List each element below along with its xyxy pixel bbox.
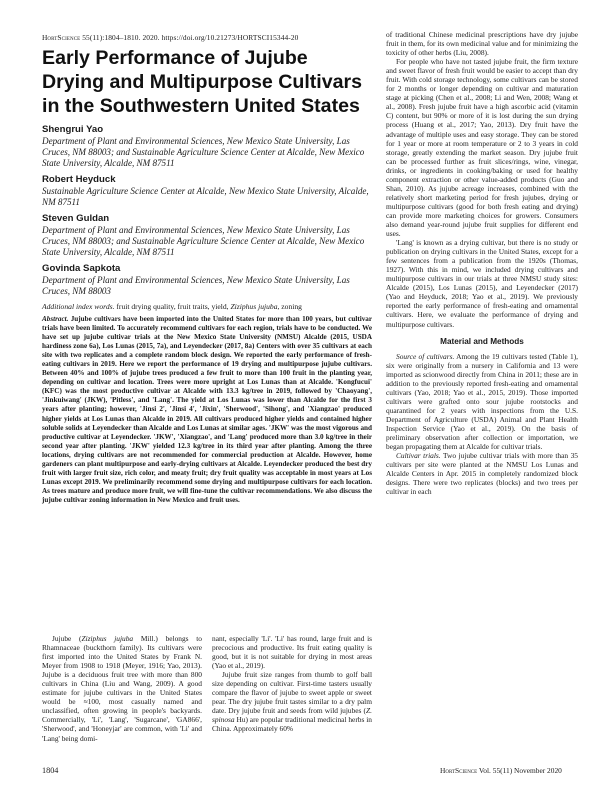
text-run: Jujube ( [52,634,82,643]
abstract-label: Abstract. [42,315,69,323]
intro-paragraph-continued: nant, especially 'Li'. 'Li' has round, large fruit and is precocious and productive. Its fruit eating quality is good, but it is not suitable for drying in most areas (Yao et al., 2019). [212,634,372,671]
abstract [42,315,372,505]
article-title: Early Performance of Jujube Drying and Multipurpose Cultivars in the Southwestern United States [42,47,363,117]
title-author-block [42,46,372,505]
species-name: Ziziphus jujuba [81,634,134,643]
running-footer [440,766,562,775]
footer-journal: HortScience [440,766,478,775]
body-column-2 [212,634,372,734]
section-heading: Material and Methods [440,336,524,346]
intro-paragraph-continued: of traditional Chinese medicinal prescriptions have dry jujube fruit in them, for its own medicinal value and for minimizing the toxicity of other herbs (Liu, 2008). [386,30,578,58]
journal-name: HortScience [42,33,81,42]
keywords-text: fruit drying quality, fruit traits, yield, [114,302,231,311]
citation-doi[interactable]: 55(11):1804–1810. 2020. https://doi.org/10.21273/HORTSCI15344-20 [80,33,299,42]
keywords-species: Ziziphus jujuba [230,302,278,311]
author-affiliation: Sustainable Agriculture Science Center at Alcalde, New Mexico State University, Alcalde, NM 87511 [42,186,369,207]
intro-paragraph: 'Lang' is known as a drying cultivar, but there is no study or publication on drying cultivars in the United States, except for a few sentences from a publication from the 1920s (Thomas, 1927). With this in mind, we included drying cultivars and multipurpose cultivars in our trials at three NMSU study sites: Alcalde (2015), Los Lunas (2015), and Leyendecker (2017) (Yao and Heyduck, 2018; Yao et al., 2019). We previously reported the early performance of fresh-eating and ornamental cultivars. Here, we evaluate the performance of drying and multipurpose cultivars. [386,238,578,329]
author-name: Govinda Sapkota [42,263,121,274]
keywords-tail: , zoning [277,302,302,311]
text-run: Jujube fruit size ranges from thumb to golf ball size depending on cultivar. First-time tasters usually compare the flavor of jujube to sweet apple or sweet pear. The dry jujube fruit tastes similar to a dry palm date. Dry jujube fruit and seeds from wild jujubes ( [212,670,372,716]
subsection-label: Cultivar trials. [396,451,441,461]
author-name: Robert Heyduck [42,174,116,185]
methods-paragraph [386,451,578,496]
author-name: Shengrui Yao [42,124,104,135]
abstract-text: Jujube cultivars have been imported into the United States for more than 100 years, but cultivar trials have been limited. To accurately recommend cultivars for each region, trials have to be conducted. We have set up jujube cultivar trials at the New Mexico State University (NMSU) Alcalde (2015, USDA hardiness zone 6a), Los Lunas (2015, 7a), and Leyendecker (2017, 8a) Centers with over 35 cultivars at each site with two replicates and a complete random block design. We reported the early performance of fresh-eating cultivars in 2019. Here we report the performance of 19 drying and multipurpose jujube cultivars. Between 40% and 100% of jujube trees produced a few fruit to more than 100 fruit in the planting year, depending on cultivar and location. Trees were more upright at Los Lunas than at Alcalde. 'Kongfucui' (KFC) was the most productive cultivar at Alcalde with 13.3 kg/tree in 2019, followed by 'Chaoyang', 'Jinkuiwang' (JKW), 'Pitless', and 'Lang'. The yield at Los Lunas was lower than Alcalde for the first 3 years after planting; however, 'Jinsi 2', 'Jinsi 4', 'Jixin', 'Sherwood', 'Sihong', and 'Xiangzao' produced higher yields at Los Lunas than Alcalde in 2019. All cultivars produced higher yields and contained higher soluble solids at Leyendecker than Alcalde and Los Lunas at similar ages. 'JKW' was the most vigorous and productive cultivar at Leyendecker. 'JKW', 'Xiangzao', and 'Lang' produced more than 3.0 kg/tree in their second year after planting. 'JKW' yielded 12.3 kg/tree in its third year after planting. Among the three locations, drying cultivars are not recommended for commercial production at Alcalde. However, home gardeners can plant multipurpose and early-drying cultivars at Alcalde. Leyendecker produced the best dry fruit with larger fruit size, rich color, and meaty fruit; dry fruit quality was acceptable in most years at Los Lunas except 2019. We preliminarily recommend some drying and multipurpose cultivars for each location. As trees mature and produce more fruit, we will fine-tune the cultivar recommendations. We also discuss the jujube cultivar zoning information in New Mexico and fruit uses. [42,315,372,504]
text-run: Among the 19 cultivars tested (Table 1), six were originally from a nursery in California and 13 were imported as scionwood directly from China in 2011; these are in addition to the previously reported fresh-eating and ornamental cultivars (Yao, 2018; Yao et al., 2015, 2019). Those imported cultivars were grafted onto sour jujube rootstocks and quarantined for 2 years with inspections from the U.S. Department of Agriculture (USDA) Animal and Plant Health Inspection Service (Yao et al., 2019). On the basis of preliminary observation after collection or importation, we began propagating them at Alcalde for cultivar trials. [386,351,578,452]
running-header [42,33,298,42]
index-keywords [42,302,372,312]
page-number: 1804 [42,766,59,775]
footer-issue: Vol. 55(11) November 2020 [477,766,562,775]
author-affiliation: Department of Plant and Environmental Sciences, New Mexico State University, Las Cruces, NM 88003; and Sustainable Agriculture Science Center at Alcalde, New Mexico State University, Alcalde, NM 87511 [42,225,365,257]
text-run: Mill.) belongs to Rhamnaceae (buckthorn family). Its cultivars were first imported into the United States by Frank N. Meyer from 1908 to 1918 (Meyer, 1916; Yao, 2013). Jujube is a deciduous fruit tree with more than 800 cultivars in China (Liu and Wang, 2009). A good estimate for jujube cultivars in the United States would be ≈100, most casually named and unclassified, often growing in people's backyards. Commercially, 'Li', 'Lang', 'Sugarcane', 'GA866', 'Sherwood', and 'Honeyjar' are common, with 'Li' and 'Lang' being domi- [42,634,203,743]
body-column-3 [386,30,578,496]
keywords-label: Additional index words. [42,302,115,311]
author-affiliation: Department of Plant and Environmental Sciences, New Mexico State University, Las Cruces, NM 88003 [42,275,350,296]
intro-paragraph [212,670,372,733]
species-name: Z. spinosa [212,706,372,725]
methods-paragraph [386,352,578,452]
text-run: Hu) are popular traditional medicinal herbs in China. Approximately 60% [212,715,372,734]
body-column-1 [42,634,202,743]
intro-paragraph: For people who have not tasted jujube fruit, the firm texture and sweet flavor of fresh fruit would be easier to accept than dry fruit. With cold storage technology, some cultivars can be stored for 2 months or longer depending on cultivar and maturation stage at picking (Chen et al., 2008; Li and Wen, 2008; Wang et al., 2008). Fresh jujube fruit have a high ascorbic acid (vitamin C) content, but 90% or more of it is lost during the sun drying process (Huang et al., 2017; Yao, 2013). Dry fruit have the advantage of multiple uses and easy storage. They can be stored for 1 year or more at room temperature or 2 to 3 years in cold storage, greatly extending the market season. Dry jujube fruit can be processed further as fruit slices/rings, wine, vinegar, drinks, or ingredients in cooking/baking or used for healthy component extraction or other value-added products (Guo and Shan, 2010). As jujube acreage increases, combined with the relatively short marketing period for fresh jujubes, drying or multipurpose cultivars (good for both fresh eating and drying) can provide more marketing choices for growers. Consumers also demand year-round jujube fruit supplies for different end uses. [386,57,578,239]
author-affiliation: Department of Plant and Environmental Sciences, New Mexico State University, Las Cruces, NM 88003; and Sustainable Agriculture Science Center at Alcalde, New Mexico State University, Alcalde, NM 87511 [42,136,365,168]
subsection-label: Source of cultivars. [396,351,455,361]
intro-paragraph [42,634,202,743]
author-name: Steven Guldan [42,213,110,224]
text-run: Two jujube cultivar trials with more than 35 cultivars per site were planted at the NMSU Los Lunas and Alcalde Centers in Apr. 2015 in completely randomized block designs. There were two replicates (blocks) and two trees per cultivar in each [386,451,578,497]
